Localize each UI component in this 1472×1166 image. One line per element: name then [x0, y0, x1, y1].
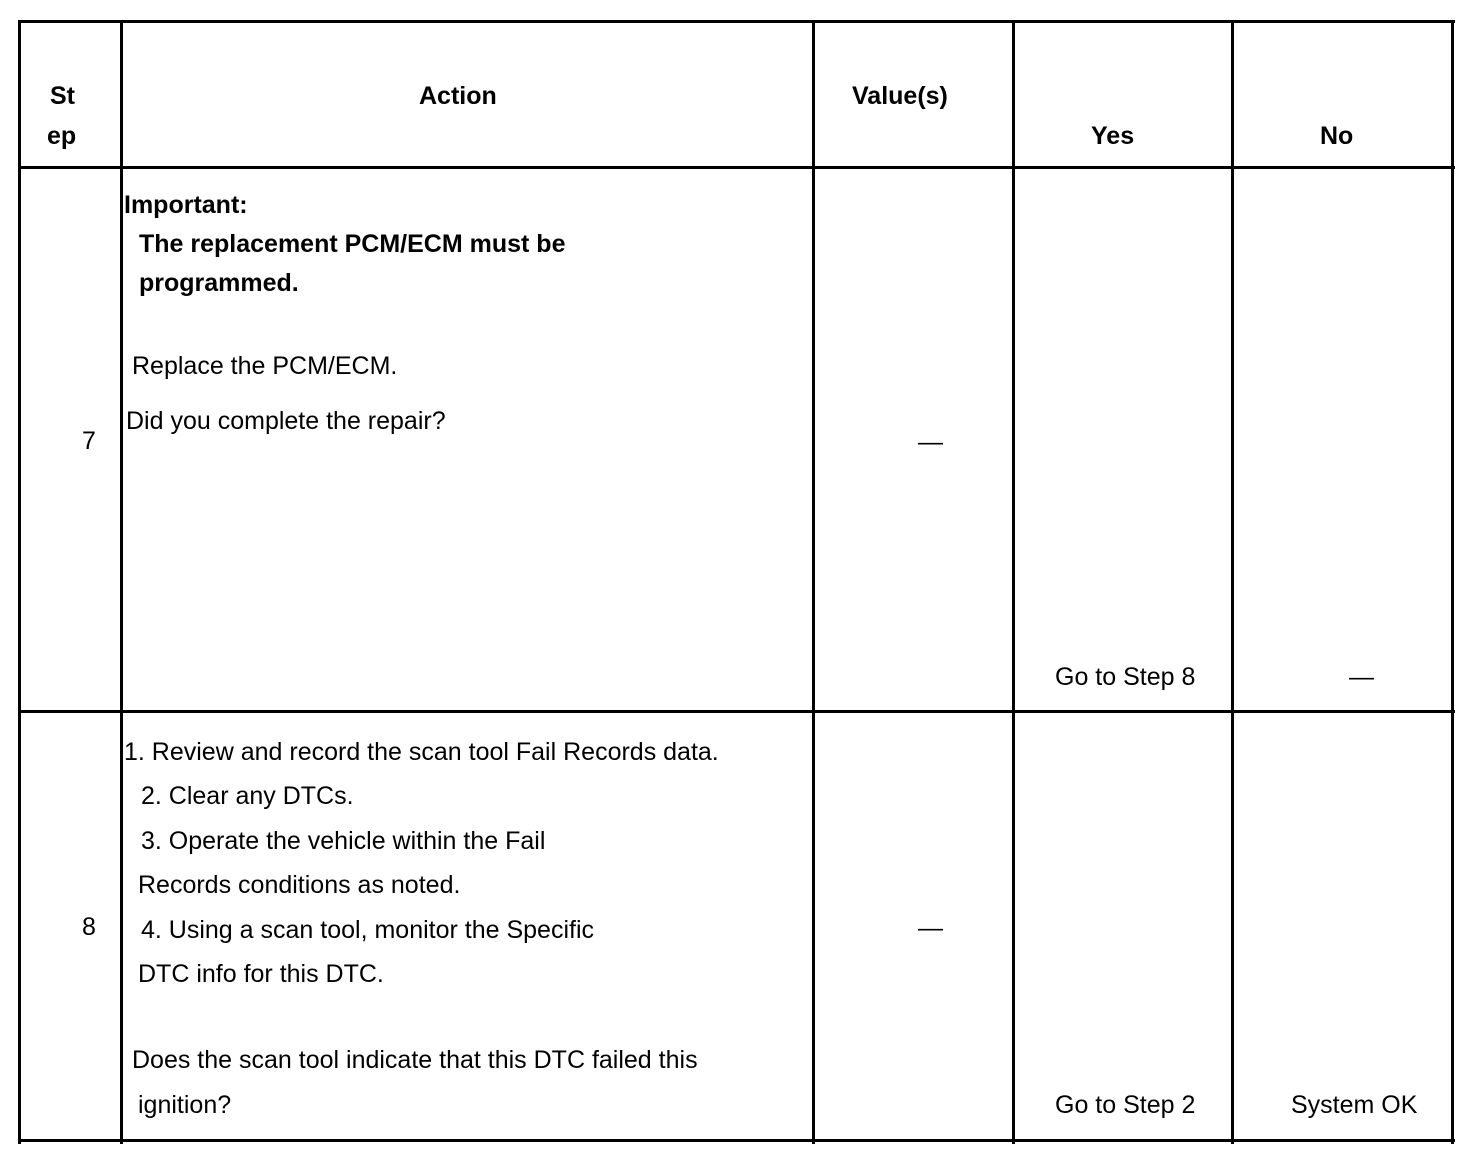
- row8-item-4-cont: DTC info for this DTC.: [138, 960, 384, 988]
- row7-action-question: Did you complete the repair?: [126, 407, 446, 435]
- col-border-step: [120, 20, 123, 1144]
- col-border-action: [812, 20, 815, 1144]
- row7-important-line1: The replacement PCM/ECM must be: [139, 230, 566, 258]
- row8-yes: Go to Step 2: [1055, 1091, 1196, 1119]
- col-border-right: [1451, 20, 1454, 1144]
- table-top-border: [18, 20, 1455, 23]
- row-divider: [18, 710, 1455, 713]
- header-no: No: [1320, 122, 1354, 150]
- header-step-line1: St: [50, 82, 75, 110]
- row7-yes: Go to Step 8: [1055, 663, 1196, 691]
- row8-item-1: 1. Review and record the scan tool Fail Records data.: [124, 738, 719, 766]
- col-border-yes: [1231, 20, 1234, 1144]
- col-border-values: [1012, 20, 1015, 1144]
- row8-question-line1: Does the scan tool indicate that this DTC failed this: [132, 1046, 698, 1074]
- row8-step: 8: [82, 913, 96, 941]
- row7-step: 7: [82, 427, 96, 455]
- row8-item-2: 2. Clear any DTCs.: [141, 782, 354, 810]
- row7-no: —: [1349, 663, 1374, 691]
- row7-action-line1: Replace the PCM/ECM.: [132, 352, 398, 380]
- row8-value: —: [918, 914, 943, 942]
- row8-item-4: 4. Using a scan tool, monitor the Specific: [141, 916, 595, 944]
- header-action: Action: [419, 82, 497, 110]
- header-bottom-border: [18, 166, 1455, 169]
- col-border-left: [18, 20, 21, 1144]
- row8-item-3: 3. Operate the vehicle within the Fail: [141, 827, 546, 855]
- row7-important-line2: programmed.: [139, 269, 299, 297]
- row8-item-3-cont: Records conditions as noted.: [138, 871, 461, 899]
- table-bottom-border: [18, 1139, 1455, 1142]
- row8-question-line2: ignition?: [138, 1091, 232, 1119]
- row7-important-label: Important:: [124, 191, 248, 219]
- header-step-line2: ep: [47, 122, 77, 150]
- header-yes: Yes: [1091, 122, 1135, 150]
- row8-no: System OK: [1291, 1091, 1418, 1119]
- header-values: Value(s): [852, 82, 948, 110]
- row7-value: —: [918, 428, 943, 456]
